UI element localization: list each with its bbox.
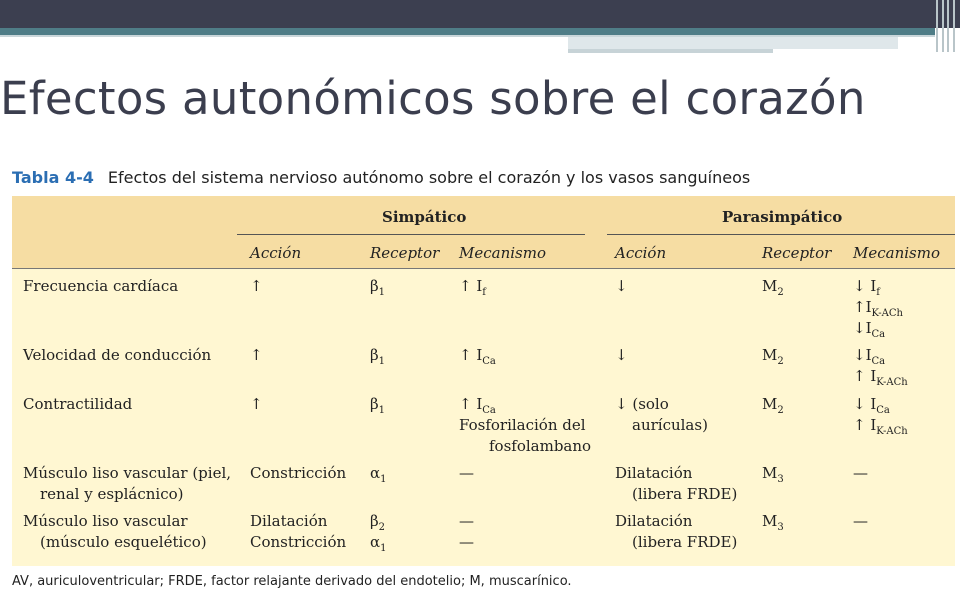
cell-simpatico-accion-row1: ↑ bbox=[250, 277, 263, 295]
cell-parasimpatico-accion-row5-line2: (libera FRDE) bbox=[632, 533, 738, 551]
cell-simpatico-mecanismo-row5-line2: — bbox=[459, 533, 474, 551]
cell-parasimpatico-mecanismo-row3-line1: ↓ $I_{Ca}$ bbox=[853, 395, 890, 416]
top-decor-vertical-lines bbox=[934, 0, 960, 52]
cell-simpatico-mecanismo-row3-line1: ↑ $I_{Ca}$ bbox=[459, 395, 496, 416]
subheader-mecanismo-s: Mecanismo bbox=[459, 244, 546, 262]
cell-row-label-row2: Velocidad de conducción bbox=[23, 346, 212, 364]
cell-parasimpatico-mecanismo-row3-line2: ↑ $I_{K-ACh}$ bbox=[853, 416, 908, 437]
cell-simpatico-accion-row3: ↑ bbox=[250, 395, 263, 413]
cell-simpatico-mecanismo-row2: ↑ $I_{Ca}$ bbox=[459, 346, 496, 367]
cell-row-label-row3: Contractilidad bbox=[23, 395, 133, 413]
cell-parasimpatico-mecanismo-row1-line1: ↓ $I_f$ bbox=[853, 277, 880, 298]
cell-simpatico-mecanismo-row3-line3: fosfolambano bbox=[489, 437, 592, 455]
group-underline-simpatico bbox=[237, 234, 585, 235]
cell-simpatico-mecanismo-row5-line1: — bbox=[459, 512, 474, 530]
top-decor-stripe bbox=[0, 28, 935, 35]
cell-simpatico-receptor-row5-line1: $\beta_2$ bbox=[370, 512, 386, 533]
cell-parasimpatico-accion-row3-line1: ↓ (solo bbox=[615, 395, 669, 413]
cell-parasimpatico-receptor-row2: $M_2$ bbox=[762, 346, 784, 367]
cell-row-label-row5-line2: (músculo esquelético) bbox=[40, 533, 207, 551]
cell-simpatico-receptor-row1: $\beta_1$ bbox=[370, 277, 386, 298]
cell-simpatico-mecanismo-row1: ↑ $I_f$ bbox=[459, 277, 486, 298]
subheader-mecanismo-p: Mecanismo bbox=[853, 244, 940, 262]
cell-parasimpatico-accion-row4-line1: Dilatación bbox=[615, 464, 693, 482]
cell-simpatico-receptor-row2: $\beta_1$ bbox=[370, 346, 386, 367]
cell-parasimpatico-mecanismo-row1-line2: $↑I_{K-ACh}$ bbox=[853, 298, 903, 319]
cell-parasimpatico-mecanismo-row2-line2: ↑ $I_{K-ACh}$ bbox=[853, 367, 908, 388]
cell-parasimpatico-mecanismo-row1-line3: $↓I_{Ca}$ bbox=[853, 319, 886, 340]
cell-parasimpatico-receptor-row5: $M_3$ bbox=[762, 512, 784, 533]
cell-parasimpatico-mecanismo-row5: — bbox=[853, 512, 868, 530]
group-header-simpatico: Simpático bbox=[382, 208, 467, 226]
cell-parasimpatico-accion-row2: ↓ bbox=[615, 346, 628, 364]
cell-simpatico-accion-row5-line1: Dilatación bbox=[250, 512, 328, 530]
cell-row-label-row1: Frecuencia cardíaca bbox=[23, 277, 179, 295]
top-decor-bar bbox=[0, 0, 960, 28]
header-bottom-rule bbox=[12, 268, 955, 269]
cell-parasimpatico-receptor-row4: $M_3$ bbox=[762, 464, 784, 485]
subheader-accion-p: Acción bbox=[615, 244, 667, 262]
cell-simpatico-receptor-row3: $\beta_1$ bbox=[370, 395, 386, 416]
subheader-receptor-p: Receptor bbox=[762, 244, 832, 262]
table-footnote: AV, auriculoventricular; FRDE, factor relajante derivado del endotelio; M, muscarínico. bbox=[12, 574, 572, 589]
slide-title: Efectos autonómicos sobre el corazón bbox=[0, 72, 866, 125]
table-caption-text: Efectos del sistema nervioso autónomo sobre el corazón y los vasos sanguíneos bbox=[107, 168, 751, 187]
cell-parasimpatico-accion-row5-line1: Dilatación bbox=[615, 512, 693, 530]
cell-row-label-row4-line2: renal y esplácnico) bbox=[40, 485, 184, 503]
cell-simpatico-mecanismo-row3-line2: Fosforilación del bbox=[459, 416, 586, 434]
table-caption bbox=[12, 168, 750, 187]
cell-parasimpatico-mecanismo-row4: — bbox=[853, 464, 868, 482]
top-decor-light-bar bbox=[568, 37, 898, 49]
cell-simpatico-receptor-row4: $\alpha_1$ bbox=[370, 464, 387, 485]
cell-simpatico-mecanismo-row4: — bbox=[459, 464, 474, 482]
cell-parasimpatico-accion-row4-line2: (libera FRDE) bbox=[632, 485, 738, 503]
subheader-accion-s: Acción bbox=[250, 244, 302, 262]
cell-row-label-row5-line1: Músculo liso vascular bbox=[23, 512, 188, 530]
effects-table bbox=[12, 196, 955, 566]
group-underline-parasimpatico bbox=[607, 234, 955, 235]
cell-parasimpatico-mecanismo-row2-line1: $↓I_{Ca}$ bbox=[853, 346, 886, 367]
cell-parasimpatico-receptor-row1: $M_2$ bbox=[762, 277, 784, 298]
cell-row-label-row4-line1: Músculo liso vascular (piel, bbox=[23, 464, 232, 482]
cell-simpatico-accion-row2: ↑ bbox=[250, 346, 263, 364]
cell-simpatico-receptor-row5-line2: $\alpha_1$ bbox=[370, 533, 387, 554]
cell-parasimpatico-accion-row3-line2: aurículas) bbox=[632, 416, 708, 434]
top-decor-light-bar-2 bbox=[568, 49, 773, 53]
cell-parasimpatico-accion-row1: ↓ bbox=[615, 277, 628, 295]
table-label: Tabla 4-4 bbox=[12, 168, 94, 187]
subheader-receptor-s: Receptor bbox=[370, 244, 440, 262]
cell-simpatico-accion-row4: Constricción bbox=[250, 464, 347, 482]
cell-parasimpatico-receptor-row3: $M_2$ bbox=[762, 395, 784, 416]
group-header-parasimpatico: Parasimpático bbox=[722, 208, 843, 226]
cell-simpatico-accion-row5-line2: Constricción bbox=[250, 533, 347, 551]
